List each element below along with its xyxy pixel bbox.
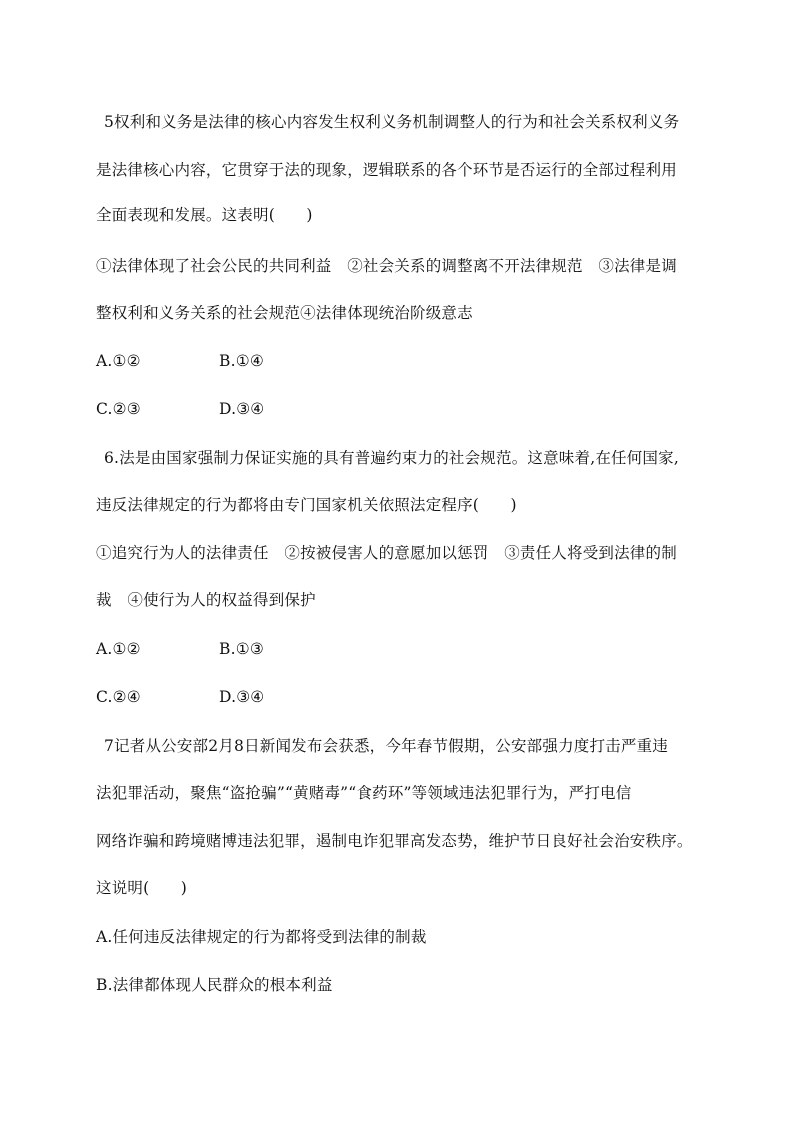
q7-stem-line1: 7记者从公安部2月8日新闻发布会获悉，今年春节假期，公安部强力度打击严重违 xyxy=(104,737,668,755)
q7-stem-line3: 网络诈骗和跨境赌博违法犯罪，遏制电诈犯罪高发态势，维护节日良好社会治安秩序。 xyxy=(96,832,693,850)
q6-option-a: A.①② xyxy=(96,640,141,658)
q5-statements-line2: 整权利和义务关系的社会规范④法律体现统治阶级意志 xyxy=(96,304,473,322)
q7-option-a: A.任何违反法律规定的行为都将受到法律的制裁 xyxy=(96,928,427,946)
q5-option-c: C.②③ xyxy=(96,400,141,418)
q7-option-b: B.法律都体现人民群众的根本利益 xyxy=(96,976,333,994)
q6-option-c: C.②④ xyxy=(96,688,141,706)
q6-stem-line1: 6.法是由国家强制力保证实施的具有普遍约束力的社会规范。这意味着,在任何国家, xyxy=(104,449,679,467)
q5-statements-line1: ①法律体现了社会公民的共同利益 ②社会关系的调整离不开法律规范 ③法律是调 xyxy=(96,257,677,275)
q5-stem-line3: 全面表现和发展。这表明( ) xyxy=(96,206,313,224)
q5-option-d: D.③④ xyxy=(219,400,265,418)
q6-statements-line1: ①追究行为人的法律责任 ②按被侵害人的意愿加以惩罚 ③责任人将受到法律的制 xyxy=(96,544,677,562)
q5-option-b: B.①④ xyxy=(219,352,264,370)
q6-statements-line2: 裁 ④使行为人的权益得到保护 xyxy=(96,591,316,609)
q7-stem-line4: 这说明( ) xyxy=(96,879,187,897)
q5-option-a: A.①② xyxy=(96,352,141,370)
q7-stem-line2: 法犯罪活动，聚焦“盗抢骗”“黄赌毒”“食药环”等领域违法犯罪行为，严打电信 xyxy=(96,784,632,802)
q6-stem-line2: 违反法律规定的行为都将由专门国家机关依照法定程序( ) xyxy=(96,496,517,514)
q5-stem-line1: 5权利和义务是法律的核心内容发生权利义务机制调整人的行为和社会关系权利义务 xyxy=(104,113,680,131)
q5-stem-line2: 是法律核心内容，它贯穿于法的现象，逻辑联系的各个环节是否运行的全部过程利用 xyxy=(96,161,677,179)
q6-option-b: B.①③ xyxy=(219,640,264,658)
q6-option-d: D.③④ xyxy=(219,688,265,706)
